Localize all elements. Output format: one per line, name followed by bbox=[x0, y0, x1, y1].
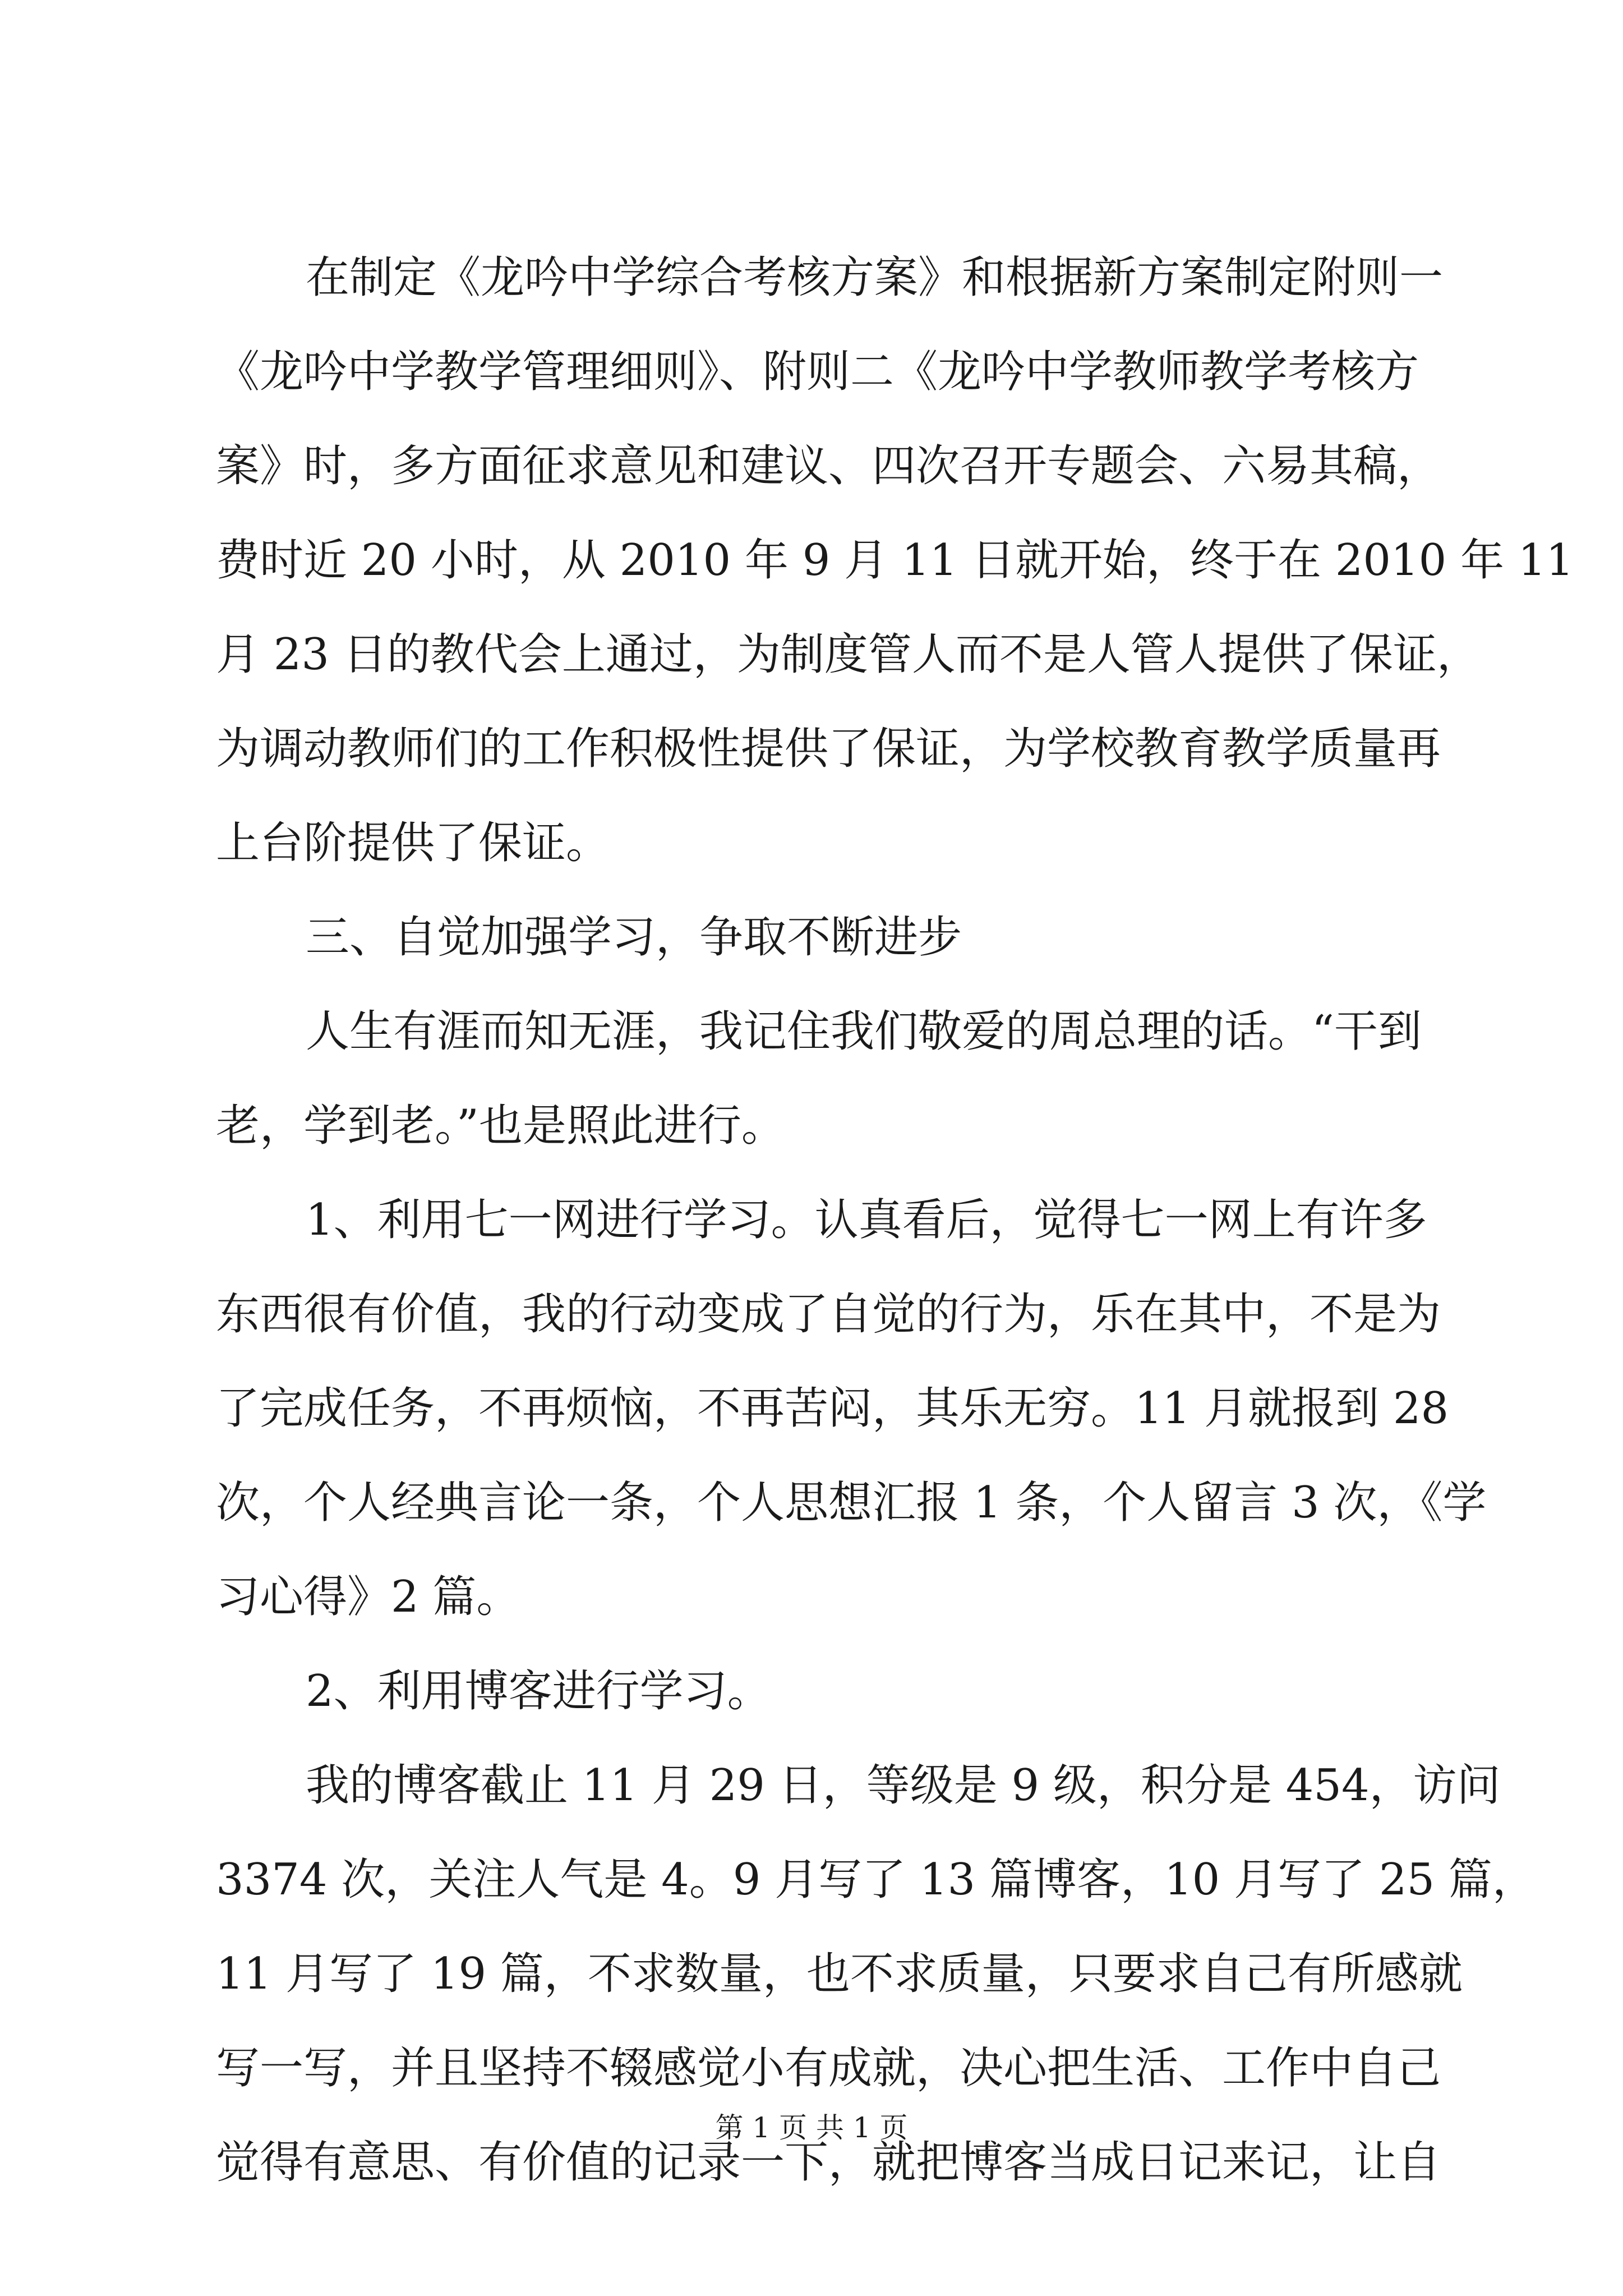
paragraph-line: 东西很有价值，我的行动变成了自觉的行为，乐在其中，不是为 bbox=[216, 1289, 1441, 1340]
paragraph-line: 为调动教师们的工作积极性提供了保证，为学校教育教学质量再 bbox=[216, 724, 1441, 774]
paragraph-line: 案》时，多方面征求意见和建议、四次召开专题会、六易其稿， bbox=[216, 441, 1441, 491]
paragraph-line: 老，学到老。”也是照此进行。 bbox=[216, 1101, 785, 1151]
section-heading: 三、自觉加强学习，争取不断进步 bbox=[306, 912, 962, 963]
paragraph-line: 我的博客截止 11 月 29 日，等级是 9 级，积分是 454，访问 bbox=[306, 1760, 1501, 1811]
paragraph-line: 上台阶提供了保证。 bbox=[216, 818, 610, 868]
paragraph-line: 了完成任务，不再烦恼，不再苦闷，其乐无穷。11 月就报到 28 bbox=[216, 1383, 1449, 1434]
paragraph-line: 人生有涯而知无涯，我记住我们敬爱的周总理的话。“干到 bbox=[306, 1006, 1422, 1057]
paragraph-line: 写一写，并且坚持不辍感觉小有成就，决心把生活、工作中自己 bbox=[216, 2043, 1441, 2093]
paragraph-line: 11 月写了 19 篇，不求数量，也不求质量，只要求自己有所感就 bbox=[216, 1949, 1463, 1999]
page-footer: 第 1 页 共 1 页 bbox=[715, 2111, 908, 2144]
paragraph-line: 1、利用七一网进行学习。认真看后，觉得七一网上有许多 bbox=[306, 1195, 1427, 1245]
paragraph-line: 2、利用博客进行学习。 bbox=[306, 1666, 771, 1717]
paragraph-line: 月 23 日的教代会上通过，为制度管人而不是人管人提供了保证， bbox=[216, 629, 1481, 680]
paragraph-line: 习心得》2 篇。 bbox=[216, 1572, 520, 1622]
paragraph-line: 3374 次，关注人气是 4。9 月写了 13 篇博客，10 月写了 25 篇， bbox=[216, 1855, 1536, 1905]
paragraph-line: 次，个人经典言论一条，个人思想汇报 1 条，个人留言 3 次，《学 bbox=[216, 1478, 1487, 1528]
paragraph-line: 在制定《龙吟中学综合考核方案》和根据新方案制定附则一 bbox=[306, 252, 1444, 303]
paragraph-line: 费时近 20 小时，从 2010 年 9 月 11 日就开始，终于在 2010 年 11 bbox=[216, 535, 1574, 586]
paragraph-line: 《龙吟中学教学管理细则》、附则二《龙吟中学教师教学考核方 bbox=[216, 347, 1419, 397]
paragraph-line: 觉得有意思、有价值的记录一下，就把博客当成日记来记，让自 bbox=[216, 2137, 1441, 2188]
